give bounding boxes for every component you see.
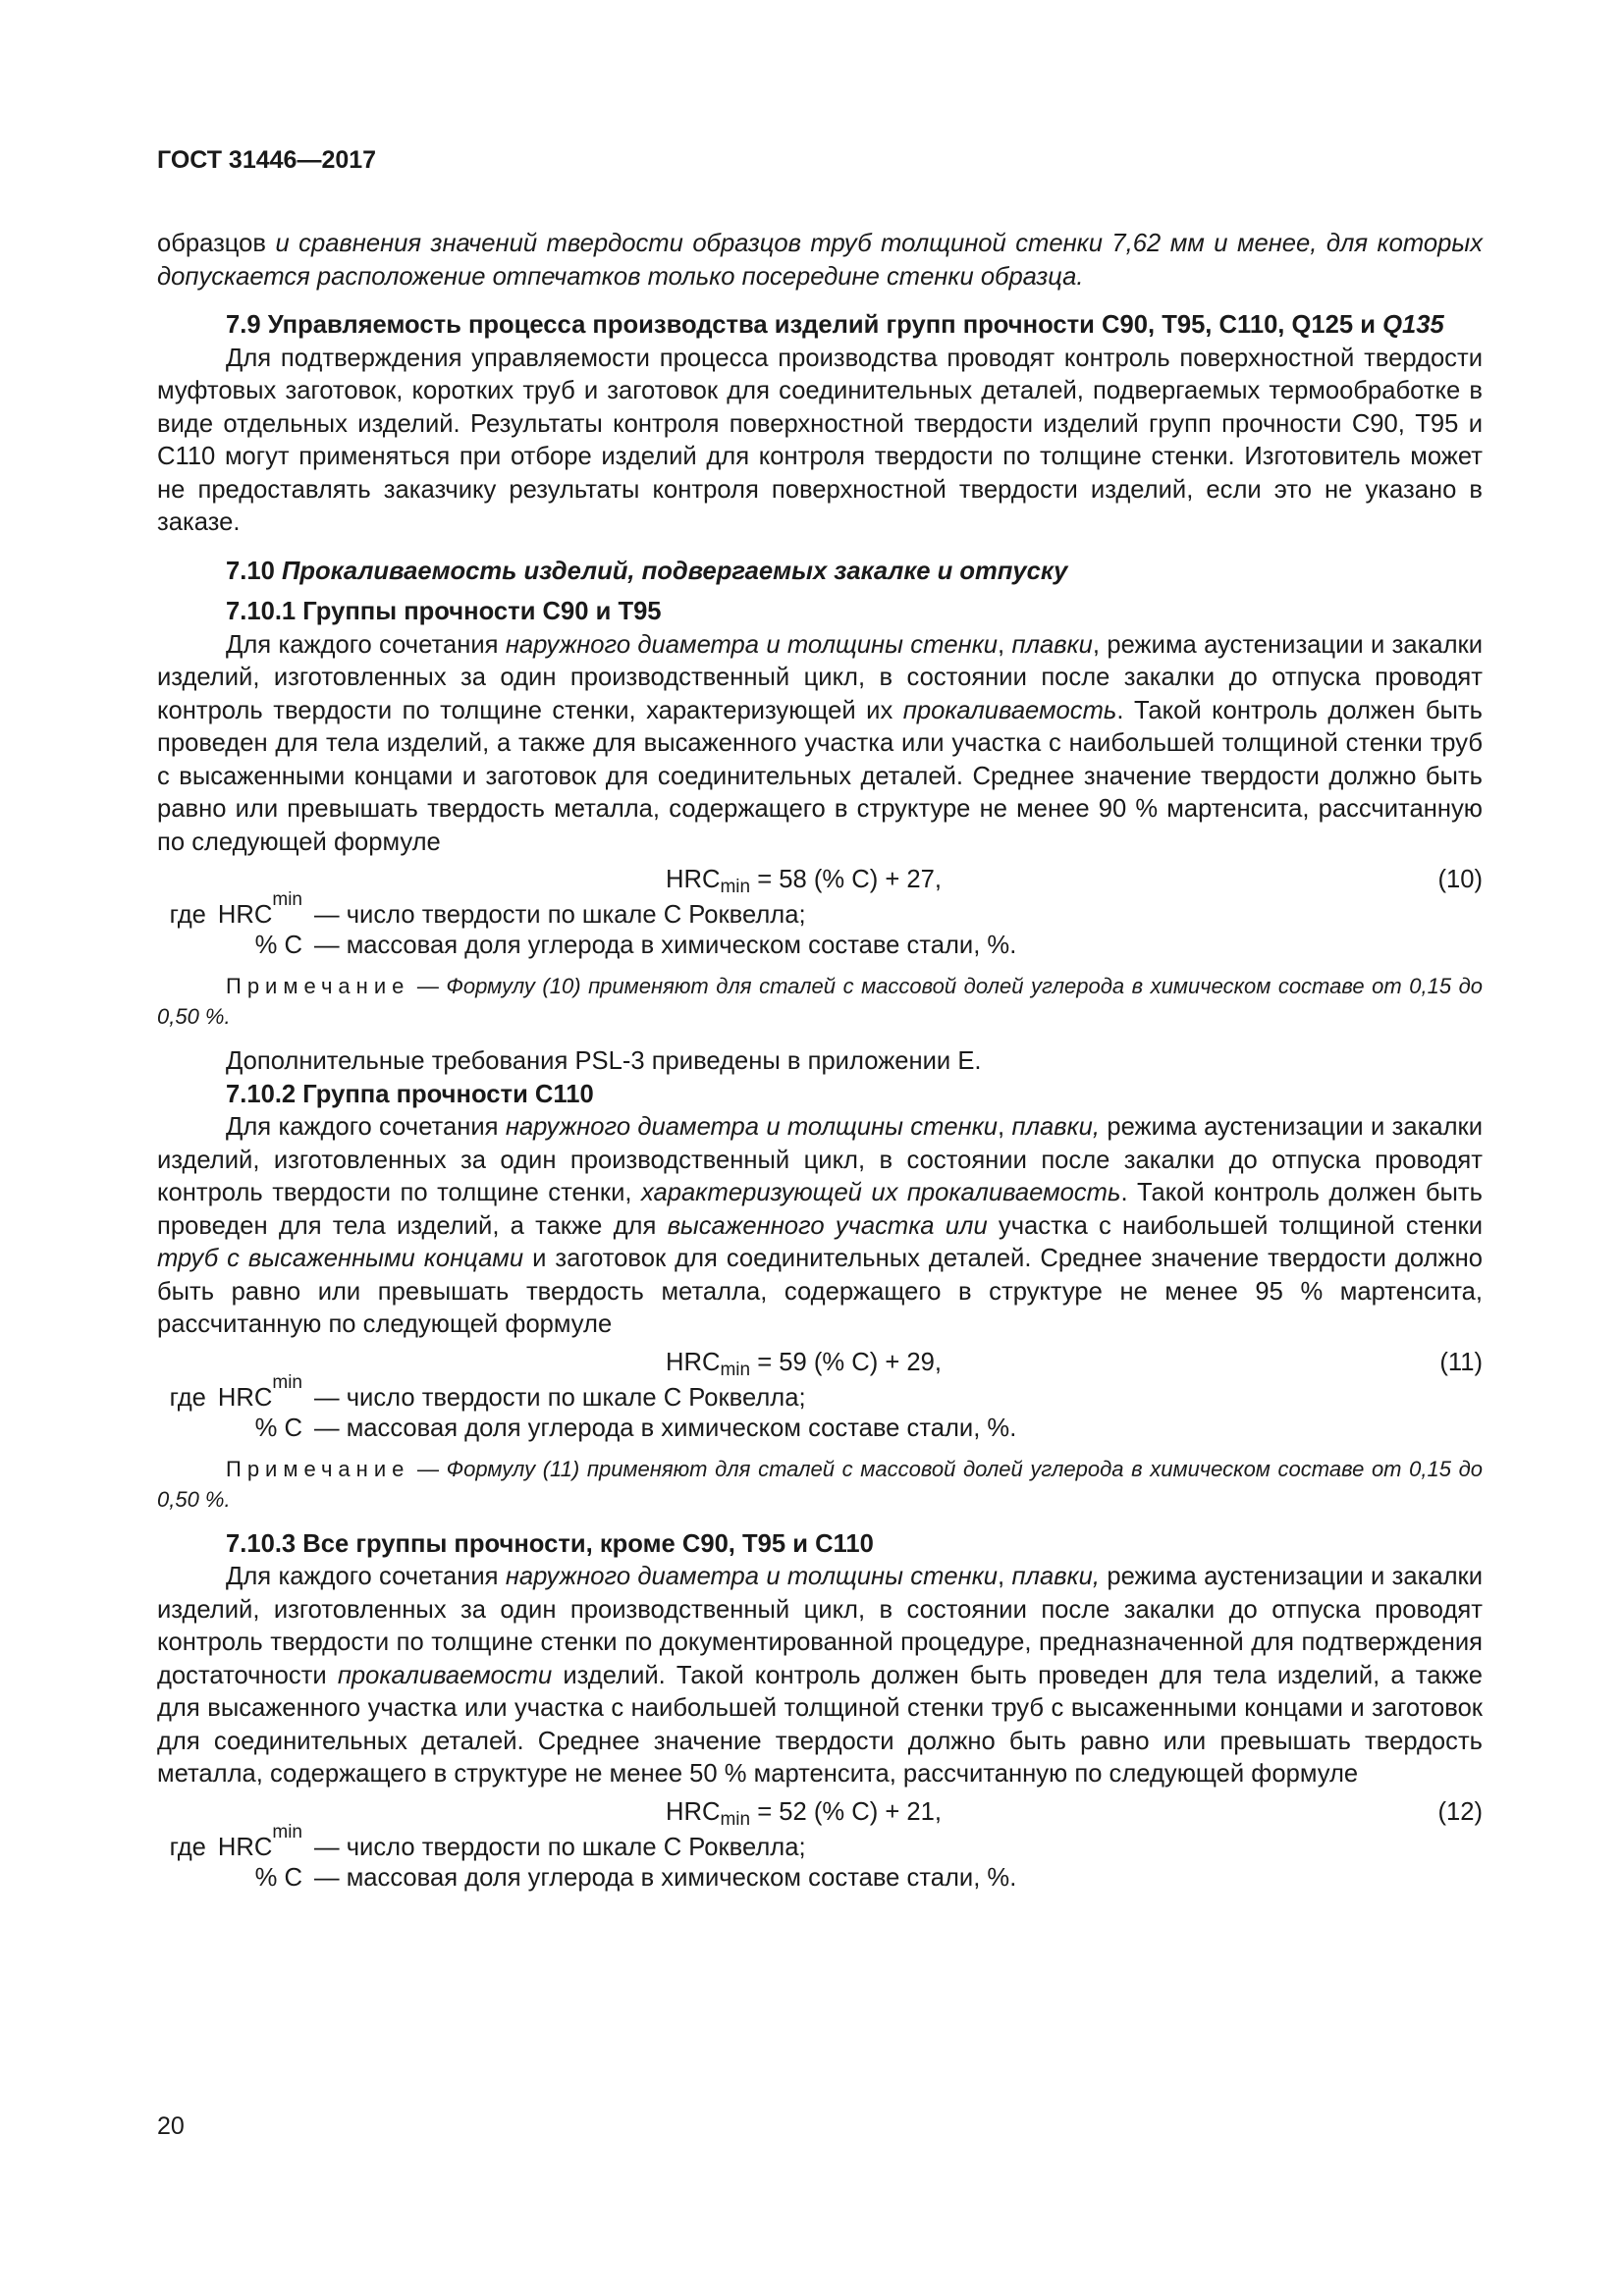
section-7-9-body: Для подтверждения управляемости процесса производства проводят контроль поверхностной твердости муфтовых заготовок, коротких труб и заготовок для соединительных деталей, подвергаемых термообработке в виде отдельных изделий. Результаты контроля поверхностной твердости изделий групп прочности С90, Т95 и С110 могут применяться при отборе изделий для контроля твердости по толщине стенки. Изготовитель может не предоставлять заказчику результаты контроля поверхностной твердости изделий, если это не указано в заказе. <box>157 344 1483 536</box>
intro-paragraph: образцов и сравнения значений твердости образцов труб толщиной стенки 7,62 мм и менее, для которых допускается расположение отпечатков только посередине стенки образца. <box>157 230 1483 291</box>
section-7-10-1-body: Для каждого сочетания наружного диаметра и толщины стенки, плавки, режима аустенизации и закалки изделий, изготовленных за один производственный цикл, в состоянии после закалки до отпуска проводят контроль твердости по толщине стенки, характеризующей их прокаливаемость. Такой контроль должен быть проведен для тела изделий, а также для высаженного участка или участка с наибольшей толщиной стенки труб с высаженными концами и заготовок для соединительных деталей. Среднее значение твердости должно быть равно или превышать твердость металла, содержащего в структуре не менее 90 % мартенсита, рассчитанную по следующей формуле <box>157 630 1483 856</box>
section-7-10-2-body: Для каждого сочетания наружного диаметра и толщины стенки, плавки, режима аустенизации и закалки изделий, изготовленных за один производственный цикл, в состоянии после закалки до отпуска проводят контроль твердости по толщине стенки, характеризующей их прокаливаемость. Такой контроль должен быть проведен для тела изделий, а также для высаженного участка или участка с наибольшей толщиной стенки труб с высаженными концами и заготовок для соединительных деталей. Среднее значение твердости должно быть равно или превышать твердость металла, содержащего в структуре не менее 95 % мартенсита, рассчитанную по следующей формуле <box>157 1113 1483 1338</box>
formula-12-legend: где HRC min — число твердости по шкале С Роквелла; % С — массовая доля углерода в химическом составе стали, %. <box>169 1821 1017 1892</box>
section-7-10-3-body: Для каждого сочетания наружного диаметра и толщины стенки, плавки, режима аустенизации и закалки изделий, изготовленных за один производственный цикл, в состоянии после закалки до отпуска проводят контроль твердости по толщине стенки по документированной процедуре, предназначенной для подтверждения достаточности прокаливаемости изделий. Такой контроль должен быть проведен для тела изделий, а также для высаженного участка или участка с наибольшей толщиной стенки труб с высаженными концами и заготовок для соединительных деталей. Среднее значение твердости должно быть равно или превышать твердость металла, содержащего в структуре не менее 50 % мартенсита, рассчитанную по следующей формуле <box>157 1563 1483 1788</box>
document-header: ГОСТ 31446—2017 <box>157 146 377 174</box>
formula-12: $HRC_{min} = 52$ (% С) + 21, (12) <box>157 1791 1483 1833</box>
formula-number: (10) <box>1437 866 1483 893</box>
psl3-reference: Дополнительные требования PSL-3 приведены в приложении Е. <box>226 1047 982 1075</box>
section-7-10-1-title: 7.10.1 Группы прочности С90 и Т95 <box>226 598 662 625</box>
formula-number: (12) <box>1437 1797 1483 1826</box>
note-11: Примечание — Формулу (11) применяют для сталей с массовой долей углерода в химическом составе от 0,15 до 0,50 %. <box>157 1456 1483 1512</box>
formula-11: $HRC_{min} = 59$ (% С) + 29, (11) <box>157 1342 1483 1383</box>
note-10: Примечание — Формулу (10) применяют для сталей с массовой долей углерода в химическом составе от 0,15 до 0,50 %. <box>157 974 1483 1029</box>
formula-number: (11) <box>1439 1348 1483 1376</box>
document-page <box>157 145 1483 1894</box>
section-7-10-3-title: 7.10.3 Все группы прочности, кроме С90, Т95 и С110 <box>226 1529 874 1558</box>
formula-11-legend: где HRC min — число твердости по шкале С Роквелла; % С — массовая доля углерода в химическом составе стали, %. <box>169 1371 1017 1442</box>
formula-10-legend: где HRC min — число твердости по шкале С Роквелла; % С — массовая доля углерода в химическом составе стали, %. <box>169 889 1017 959</box>
section-7-10-title: 7.10 Прокаливаемость изделий, подвергаемых закалке и отпуску <box>226 557 1068 585</box>
section-7-9-title: 7.9 Управляемость процесса производства изделий групп прочности С90, Т95, С110, Q125 и Q135 <box>226 311 1444 339</box>
page-number: 20 <box>157 2112 185 2140</box>
section-7-10-2-title: 7.10.2 Группа прочности С110 <box>226 1080 594 1108</box>
formula-10: $HRC_{min} = 58$ (% С) + 27, (10) <box>157 859 1483 900</box>
